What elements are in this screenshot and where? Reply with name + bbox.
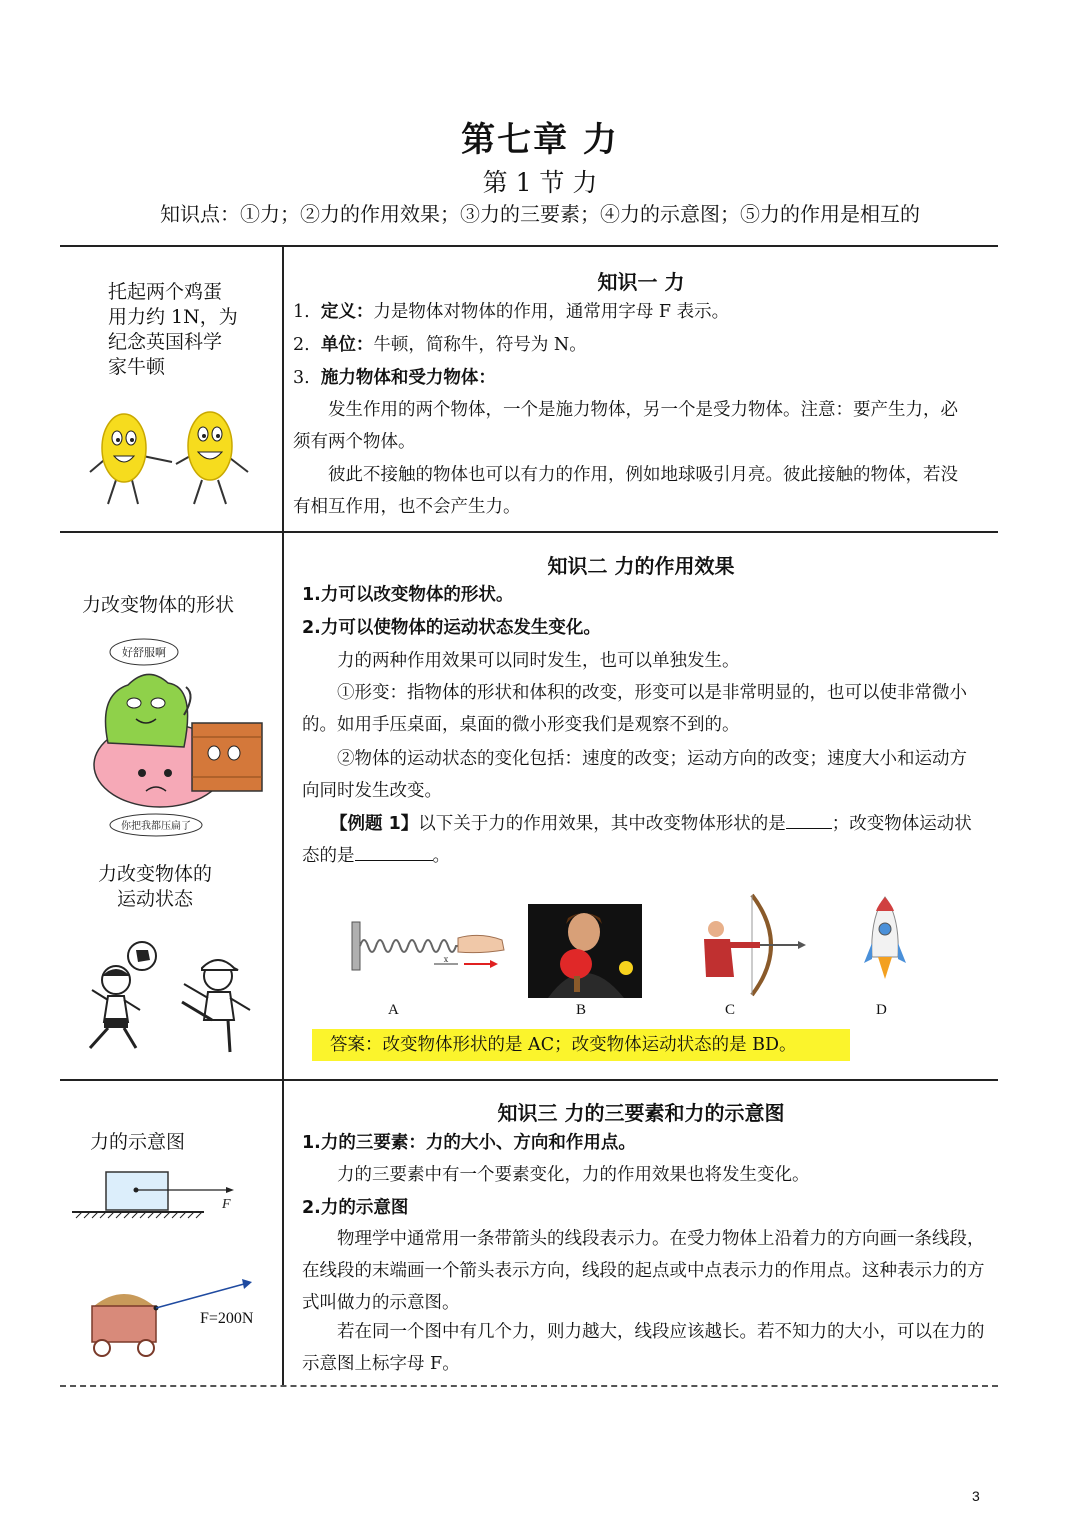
item1-text: 力是物体对物体的作用，通常用字母 F 表示。 xyxy=(373,302,730,322)
section3-paragraph-1: 力的三要素中有一个要素变化，力的作用效果也将发生变化。 xyxy=(337,1165,810,1185)
image-label-a: A xyxy=(388,1002,399,1018)
section1-paragraph-2: 彼此不接触的物体也可以有力的作用，例如地球吸引月亮。彼此接触的物体，若没有相互作用，也不会产生力。 xyxy=(293,465,958,517)
section1-item3 xyxy=(293,362,983,394)
shape-change-caption: 力改变物体的形状 xyxy=(82,594,235,616)
section3-item1: 1.力的三要素：力的大小、方向和作用点。 xyxy=(302,1133,636,1153)
answer-highlight: 答案：改变物体形状的是 AC；改变物体运动状态的是 BD。 xyxy=(312,1029,850,1061)
row-divider-2 xyxy=(60,1079,998,1081)
rocket-image xyxy=(862,895,908,985)
column-divider xyxy=(282,246,284,1385)
section2-item2: 2.力可以使物体的运动状态发生变化。 xyxy=(302,618,601,638)
section3-paragraph-2: 物理学中通常用一条带箭头的线段表示力。在受力物体上沿着力的方向画一条线段，在线段的末端画一个箭头表示方向，线段的起点或中点表示力的作用点。这种表示力的方式叫做力的示意图。 xyxy=(302,1229,985,1313)
item3-heading: 施力物体和受力物体： xyxy=(320,368,496,388)
section3-item2: 2.力的示意图 xyxy=(302,1198,409,1218)
answer-blank-2[interactable] xyxy=(355,842,433,861)
example-1 xyxy=(302,808,982,872)
section3-paragraph-3: 若在同一个图中有几个力，则力越大，线段应该越长。若不知力的大小，可以在力的示意图上标字母 F。 xyxy=(302,1322,985,1374)
item2-text: 牛顿，简称牛，符号为 N。 xyxy=(373,335,587,355)
table-bottom-border xyxy=(60,1385,998,1387)
block-force-diagram xyxy=(72,1168,252,1224)
section1-item1 xyxy=(293,296,983,328)
answer-blank-1[interactable] xyxy=(786,810,832,829)
spring-x-label: x xyxy=(443,955,449,964)
row-divider-1 xyxy=(60,531,998,533)
chapter-title: 第七章 力 xyxy=(461,120,619,160)
section2-item1: 1.力可以改变物体的形状。 xyxy=(302,585,514,605)
archery-image xyxy=(690,893,800,997)
section2-paragraph-2: ①形变：指物体的形状和体积的改变，形变可以是非常明显的，也可以使非常微小的。如用手压桌面，桌面的微小形变我们是观察不到的。 xyxy=(302,683,967,735)
knowledge-points: 知识点：①力；②力的作用效果；③力的三要素；④力的示意图；⑤力的作用是相互的 xyxy=(160,202,920,226)
force-diagram-caption: 力的示意图 xyxy=(90,1131,186,1153)
item1-heading: 定义： xyxy=(320,302,374,322)
kicking-ball-illustration xyxy=(78,940,268,1060)
table-top-border xyxy=(60,245,998,247)
image-label-c: C xyxy=(725,1002,736,1018)
section2-heading: 知识二 力的作用效果 xyxy=(547,554,735,578)
bubble-bottom-text: 你把我都压扁了 xyxy=(121,821,191,832)
bubble-top-text: 好舒服啊 xyxy=(122,646,166,659)
page-number: 3 xyxy=(972,1488,980,1504)
section1-heading: 知识一 力 xyxy=(597,270,685,294)
fig1-force-label: F xyxy=(222,1197,231,1212)
image-label-b: B xyxy=(576,1002,587,1018)
section2-paragraph-3: ②物体的运动状态的变化包括：速度的改变；运动方向的改变；速度大小和运动方向同时发生改变。 xyxy=(302,749,967,801)
spring-stretch-image xyxy=(350,918,510,974)
section3-heading: 知识三 力的三要素和力的示意图 xyxy=(497,1101,785,1125)
section-title: 第 1 节 力 xyxy=(482,168,598,197)
section2-paragraph-1: 力的两种作用效果可以同时发生，也可以单独发生。 xyxy=(337,651,740,671)
item1-number: 1. xyxy=(293,302,310,322)
section1-item2 xyxy=(293,329,983,361)
egg-caption: 托起两个鸡蛋用力约 1N，为纪念英国科学家牛顿 xyxy=(108,281,238,378)
example-text-c: 。 xyxy=(432,846,450,866)
example-text-b: ；改变物体运动状态的是 xyxy=(302,814,972,866)
item2-heading: 单位： xyxy=(320,335,374,355)
motion-change-caption: 力改变物体的运动状态 xyxy=(97,863,212,910)
section1-paragraph-1: 发生作用的两个物体，一个是施力物体，另一个是受力物体。注意：要产生力，必须有两个物体。 xyxy=(293,400,958,452)
item3-number: 3. xyxy=(293,368,310,388)
table-tennis-image xyxy=(528,904,642,998)
squash-illustration xyxy=(88,635,278,845)
egg-characters-illustration xyxy=(80,400,260,510)
item2-number: 2. xyxy=(293,335,310,355)
image-label-d: D xyxy=(876,1002,887,1018)
example-label: 【例题 1】 xyxy=(330,814,419,834)
fig2-force-label: F=200N xyxy=(200,1310,254,1327)
example-text-a: 以下关于力的作用效果，其中改变物体形状的是 xyxy=(418,814,786,834)
